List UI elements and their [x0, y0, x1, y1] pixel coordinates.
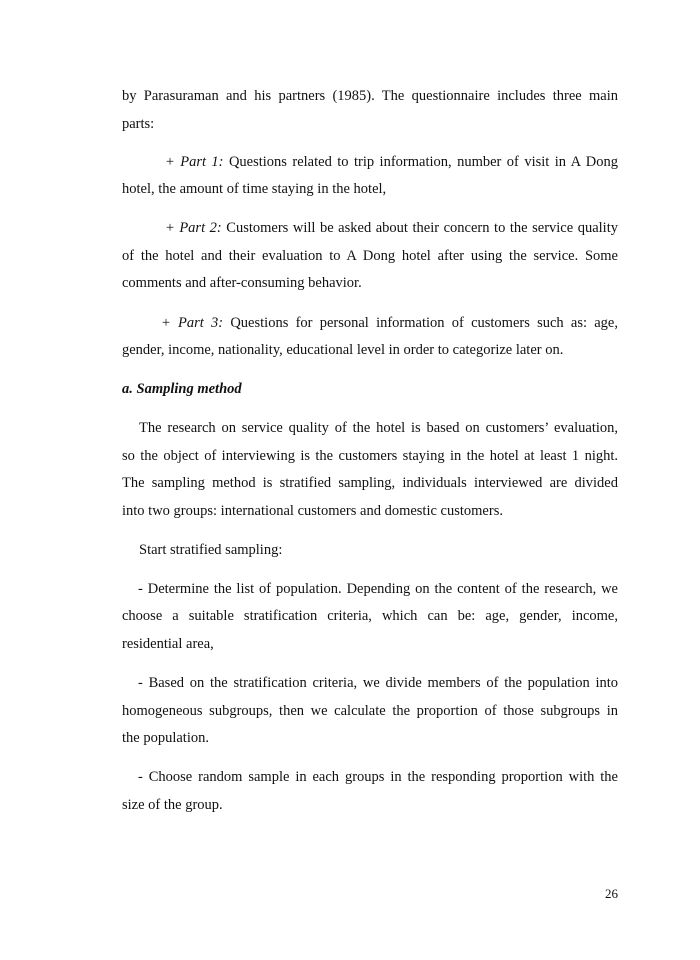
- part3-line-1: [161, 314, 618, 332]
- start-sampling-line: Start stratified sampling:: [139, 542, 283, 558]
- part1-label: + Part 1:: [165, 154, 224, 170]
- page-number: 26: [605, 886, 618, 901]
- sampling-method-heading: a. Sampling method: [122, 381, 242, 397]
- part2-line-2: of the hotel and their evaluation to A Dong hotel after using the service. Some: [122, 248, 618, 264]
- part1-line-1: [165, 153, 618, 171]
- part2-line-1: [165, 219, 618, 237]
- part1-line-2: hotel, the amount of time staying in the hotel,: [122, 181, 387, 197]
- sampling-line-2: so the object of interviewing is the customers staying in the hotel at least 1 night.: [122, 448, 618, 464]
- step2-line-1: - Based on the stratification criteria, we divide members of the population into: [138, 675, 618, 691]
- part1-text: Questions related to trip information, number of visit in A Dong: [223, 154, 618, 170]
- intro-line-1: by Parasuraman and his partners (1985). The questionnaire includes three main: [122, 88, 618, 104]
- step1-line-1: - Determine the list of population. Depending on the content of the research, we: [138, 581, 618, 597]
- sampling-line-3: The sampling method is stratified sampling, individuals interviewed are divided: [122, 475, 618, 491]
- step1-line-3: residential area,: [122, 636, 214, 652]
- part2-text: Customers will be asked about their concern to the service quality: [221, 220, 618, 236]
- part2-line-3: comments and after-consuming behavior.: [122, 275, 362, 291]
- part3-line-2: gender, income, nationality, educational level in order to categorize later on.: [122, 342, 564, 358]
- step2-line-2: homogeneous subgroups, then we calculate the proportion of those subgroups in: [122, 703, 618, 719]
- step3-line-2: size of the group.: [122, 797, 223, 813]
- sampling-line-1: The research on service quality of the hotel is based on customers’ evaluation,: [139, 420, 618, 436]
- part3-label: + Part 3:: [161, 315, 224, 331]
- step2-line-3: the population.: [122, 730, 209, 746]
- step1-line-2: choose a suitable stratification criteria, which can be: age, gender, income,: [122, 608, 618, 624]
- part2-label: + Part 2:: [165, 220, 222, 236]
- part3-text: Questions for personal information of customers such as: age,: [223, 315, 618, 331]
- sampling-line-4: into two groups: international customers and domestic customers.: [122, 503, 503, 519]
- intro-line-2: parts:: [122, 116, 155, 132]
- step3-line-1: - Choose random sample in each groups in the responding proportion with the: [138, 769, 618, 785]
